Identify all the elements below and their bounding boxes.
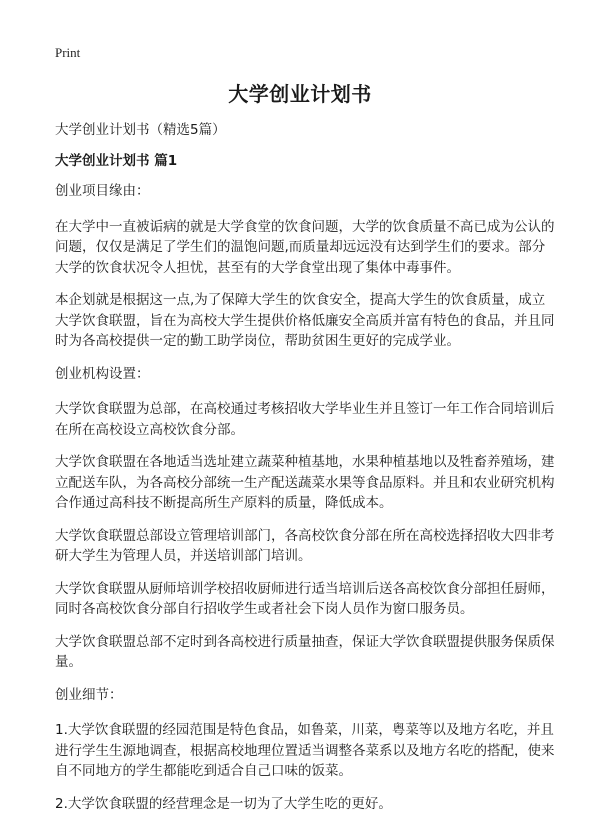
paragraph: 大学饮食联盟为总部，在高校通过考核招收大学毕业生并且签订一年工作合同培训后在所在高校设立高校饮食分部。 — [55, 401, 555, 438]
section-label-project-reason: 创业项目缘由： — [55, 183, 150, 199]
paragraph: 在大学中一直被诟病的就是大学食堂的饮食问题，大学的饮食质量不高已成为公认的问题，仅仅是满足了学生们的温饱问题,而质量却远远没有达到学生们的要求。部分大学的饮食状况令人担忧，甚至有的大学食堂出现了集体中毒事件。 — [55, 218, 555, 276]
paragraph: 大学饮食联盟从厨师培训学校招收厨师进行适当培训后送各高校饮食分部担任厨师，同时各高校饮食分部自行招收学生或者社会下岗人员作为窗口服务员。 — [55, 580, 555, 617]
print-link[interactable]: Print — [55, 45, 81, 60]
paragraph: 1.大学饮食联盟的经园范围是特色食品，如鲁菜，川菜，粤菜等以及地方名吃，并且进行学生生源地调查，根据高校地理位置适当调整各菜系以及地方名吃的搭配，使来自不同地方的学生都能吃到适合自己口味的饭菜。 — [55, 722, 555, 779]
document-body — [55, 120, 555, 826]
section-label-details: 创业细节： — [55, 686, 123, 703]
paragraph: 大学饮食联盟总部设立管理培训部门，各高校饮食分部在所在高校选择招收大四非考研大学生为管理人员，并送培训部门培训。 — [55, 527, 555, 564]
paragraph: 本企划就是根据这一点,为了保障大学生的饮食安全，提高大学生的饮食质量，成立大学饮食联盟，旨在为高校大学生提供价格低廉安全高质并富有特色的食品，并且同时为各高校提供一定的勤工助学岗位，帮助贫困生更好的完成学业。 — [55, 292, 555, 349]
document-subtitle: 大学创业计划书（精选5篇） — [55, 122, 226, 138]
section-label-organization: 创业机构设置： — [55, 365, 150, 382]
section-heading: 大学创业计划书 篇1 — [55, 152, 178, 169]
paragraph: 大学饮食联盟总部不定时到各高校进行质量抽查，保证大学饮食联盟提供服务保质保量。 — [55, 633, 555, 670]
document-title: 大学创业计划书 — [228, 82, 372, 106]
paragraph: 大学饮食联盟在各地适当选址建立蔬菜种植基地，水果种植基地以及牲畜养殖场，建立配送车队，为各高校分部统一生产配送蔬菜水果等食品原料。并且和农业研究机构合作通过高科技不断提高所生产原料的质量，降低成本。 — [55, 454, 555, 511]
paragraph: 2.大学饮食联盟的经营理念是一切为了大学生吃的更好。 — [55, 795, 392, 812]
